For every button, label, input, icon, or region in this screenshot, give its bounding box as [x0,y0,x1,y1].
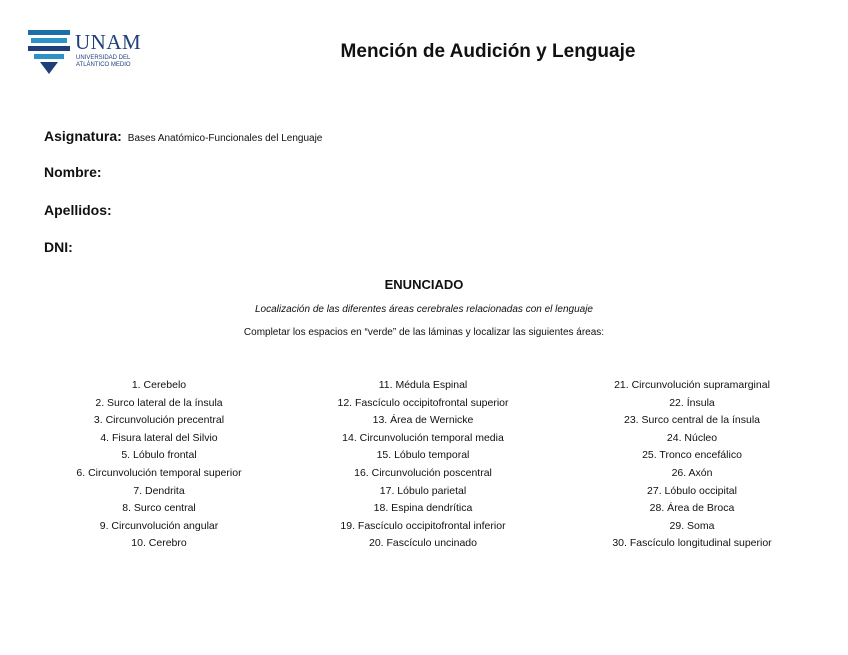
list-item: 26. Axón [671,466,713,479]
apellidos-row [44,201,112,219]
list-item: 2. Surco lateral de la ínsula [95,396,223,409]
list-item: 3. Circunvolución precentral [93,414,225,427]
list-item: 9. Circunvolución angular [99,519,219,532]
list-item: 16. Circunvolución poscentral [354,466,492,479]
list-item: 20. Fascículo uncinado [369,537,477,550]
list-item: 5. Lóbulo frontal [121,449,197,462]
statement-instruction: Completar los espacios en “verde” de las láminas y localizar las siguientes áreas: [243,327,605,338]
list-item: 25. Tronco encefálico [642,449,742,462]
unam-logo-mark-icon [28,30,70,74]
statement-title: ENUNCIADO [384,277,464,292]
list-item: 7. Dendrita [133,484,185,497]
list-item: 6. Circunvolución temporal superior [76,466,242,479]
list-item: 29. Soma [669,519,715,532]
page-title: Mención de Audición y Lenguaje [340,41,636,62]
list-item: 8. Surco central [122,502,196,515]
areas-column-2 [303,377,543,553]
list-item: 13. Área de Wernicke [372,414,474,427]
list-item: 17. Lóbulo parietal [379,484,467,497]
list-item: 10. Cerebro [131,537,187,550]
areas-column-3 [572,377,812,553]
list-item: 27. Lóbulo occipital [647,484,737,497]
list-item: 1. Cerebelo [131,379,187,391]
list-item: 28. Área de Broca [649,502,735,515]
dni-label: DNI: [44,239,73,255]
list-item: 24. Núcleo [666,431,718,444]
university-logo [28,30,148,76]
asignatura-value: Bases Anatómico-Funcionales del Lenguaje [127,133,323,144]
list-item: 4. Fisura lateral del Silvio [100,431,218,444]
list-item: 12. Fascículo occipitofrontal superior [337,396,509,409]
list-item: 30. Fascículo longitudinal superior [612,537,772,550]
list-item: 19. Fascículo occipitofrontal inferior [340,519,506,532]
list-item: 11. Médula Espinal [378,379,468,391]
list-item: 18. Espina dendrítica [373,502,473,515]
areas-column-1 [39,377,279,553]
list-item: 23. Surco central de la ínsula [624,414,760,427]
list-item: 21. Circunvolución supramarginal [614,379,770,391]
logo-subtitle: UNIVERSIDAD DEL ATLÁNTICO MEDIO [76,55,131,68]
list-item: 15. Lóbulo temporal [376,449,470,462]
nombre-label: Nombre: [44,164,102,180]
list-item: 14. Circunvolución temporal media [342,431,504,444]
statement-subtitle: Localización de las diferentes áreas cerebrales relacionadas con el lenguaje [255,304,593,315]
asignatura-row [44,127,322,148]
logo-name: UNAM [75,30,142,54]
dni-row [44,238,73,256]
apellidos-label: Apellidos: [44,202,112,218]
asignatura-label: Asignatura: [44,128,122,144]
list-item: 22. Ínsula [669,396,715,409]
nombre-row [44,163,102,181]
